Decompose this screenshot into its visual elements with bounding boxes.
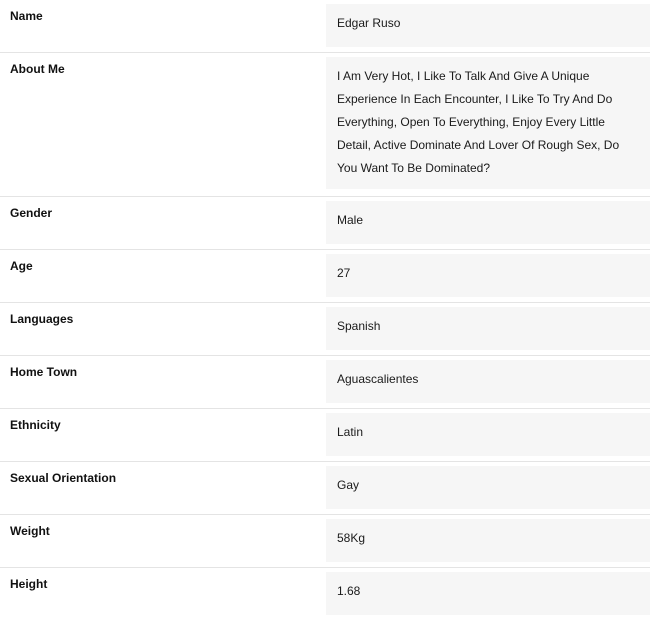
field-label: Weight [0,515,326,539]
field-value: 27 [326,254,650,297]
field-value: 58Kg [326,519,650,562]
field-label: Name [0,0,326,24]
field-label: Age [0,250,326,274]
table-row-home-town [0,356,650,409]
field-value: Spanish [326,307,650,350]
field-label: Home Town [0,356,326,380]
table-row-height [0,568,650,620]
table-row-name [0,0,650,53]
field-value: I Am Very Hot, I Like To Talk And Give A Unique Experience In Each Encounter, I Like To Try And Do Everything, Open To Everything, Enjoy Every Little Detail, Active Dominate And Lover Of Rough Sex, Do You Want To Be Dominated? [326,57,650,189]
table-row-gender [0,197,650,250]
table-row-about-me [0,53,650,197]
table-row-sexual-orientation [0,462,650,515]
table-row-languages [0,303,650,356]
field-value: Edgar Ruso [326,4,650,47]
field-label: Ethnicity [0,409,326,433]
field-value: Male [326,201,650,244]
field-label: Sexual Orientation [0,462,326,486]
field-value: 1.68 [326,572,650,615]
field-value: Latin [326,413,650,456]
table-row-ethnicity [0,409,650,462]
field-label: Height [0,568,326,592]
field-value: Aguascalientes [326,360,650,403]
table-row-age [0,250,650,303]
field-value: Gay [326,466,650,509]
field-label: Languages [0,303,326,327]
field-label: Gender [0,197,326,221]
table-row-weight [0,515,650,568]
field-label: About Me [0,53,326,77]
